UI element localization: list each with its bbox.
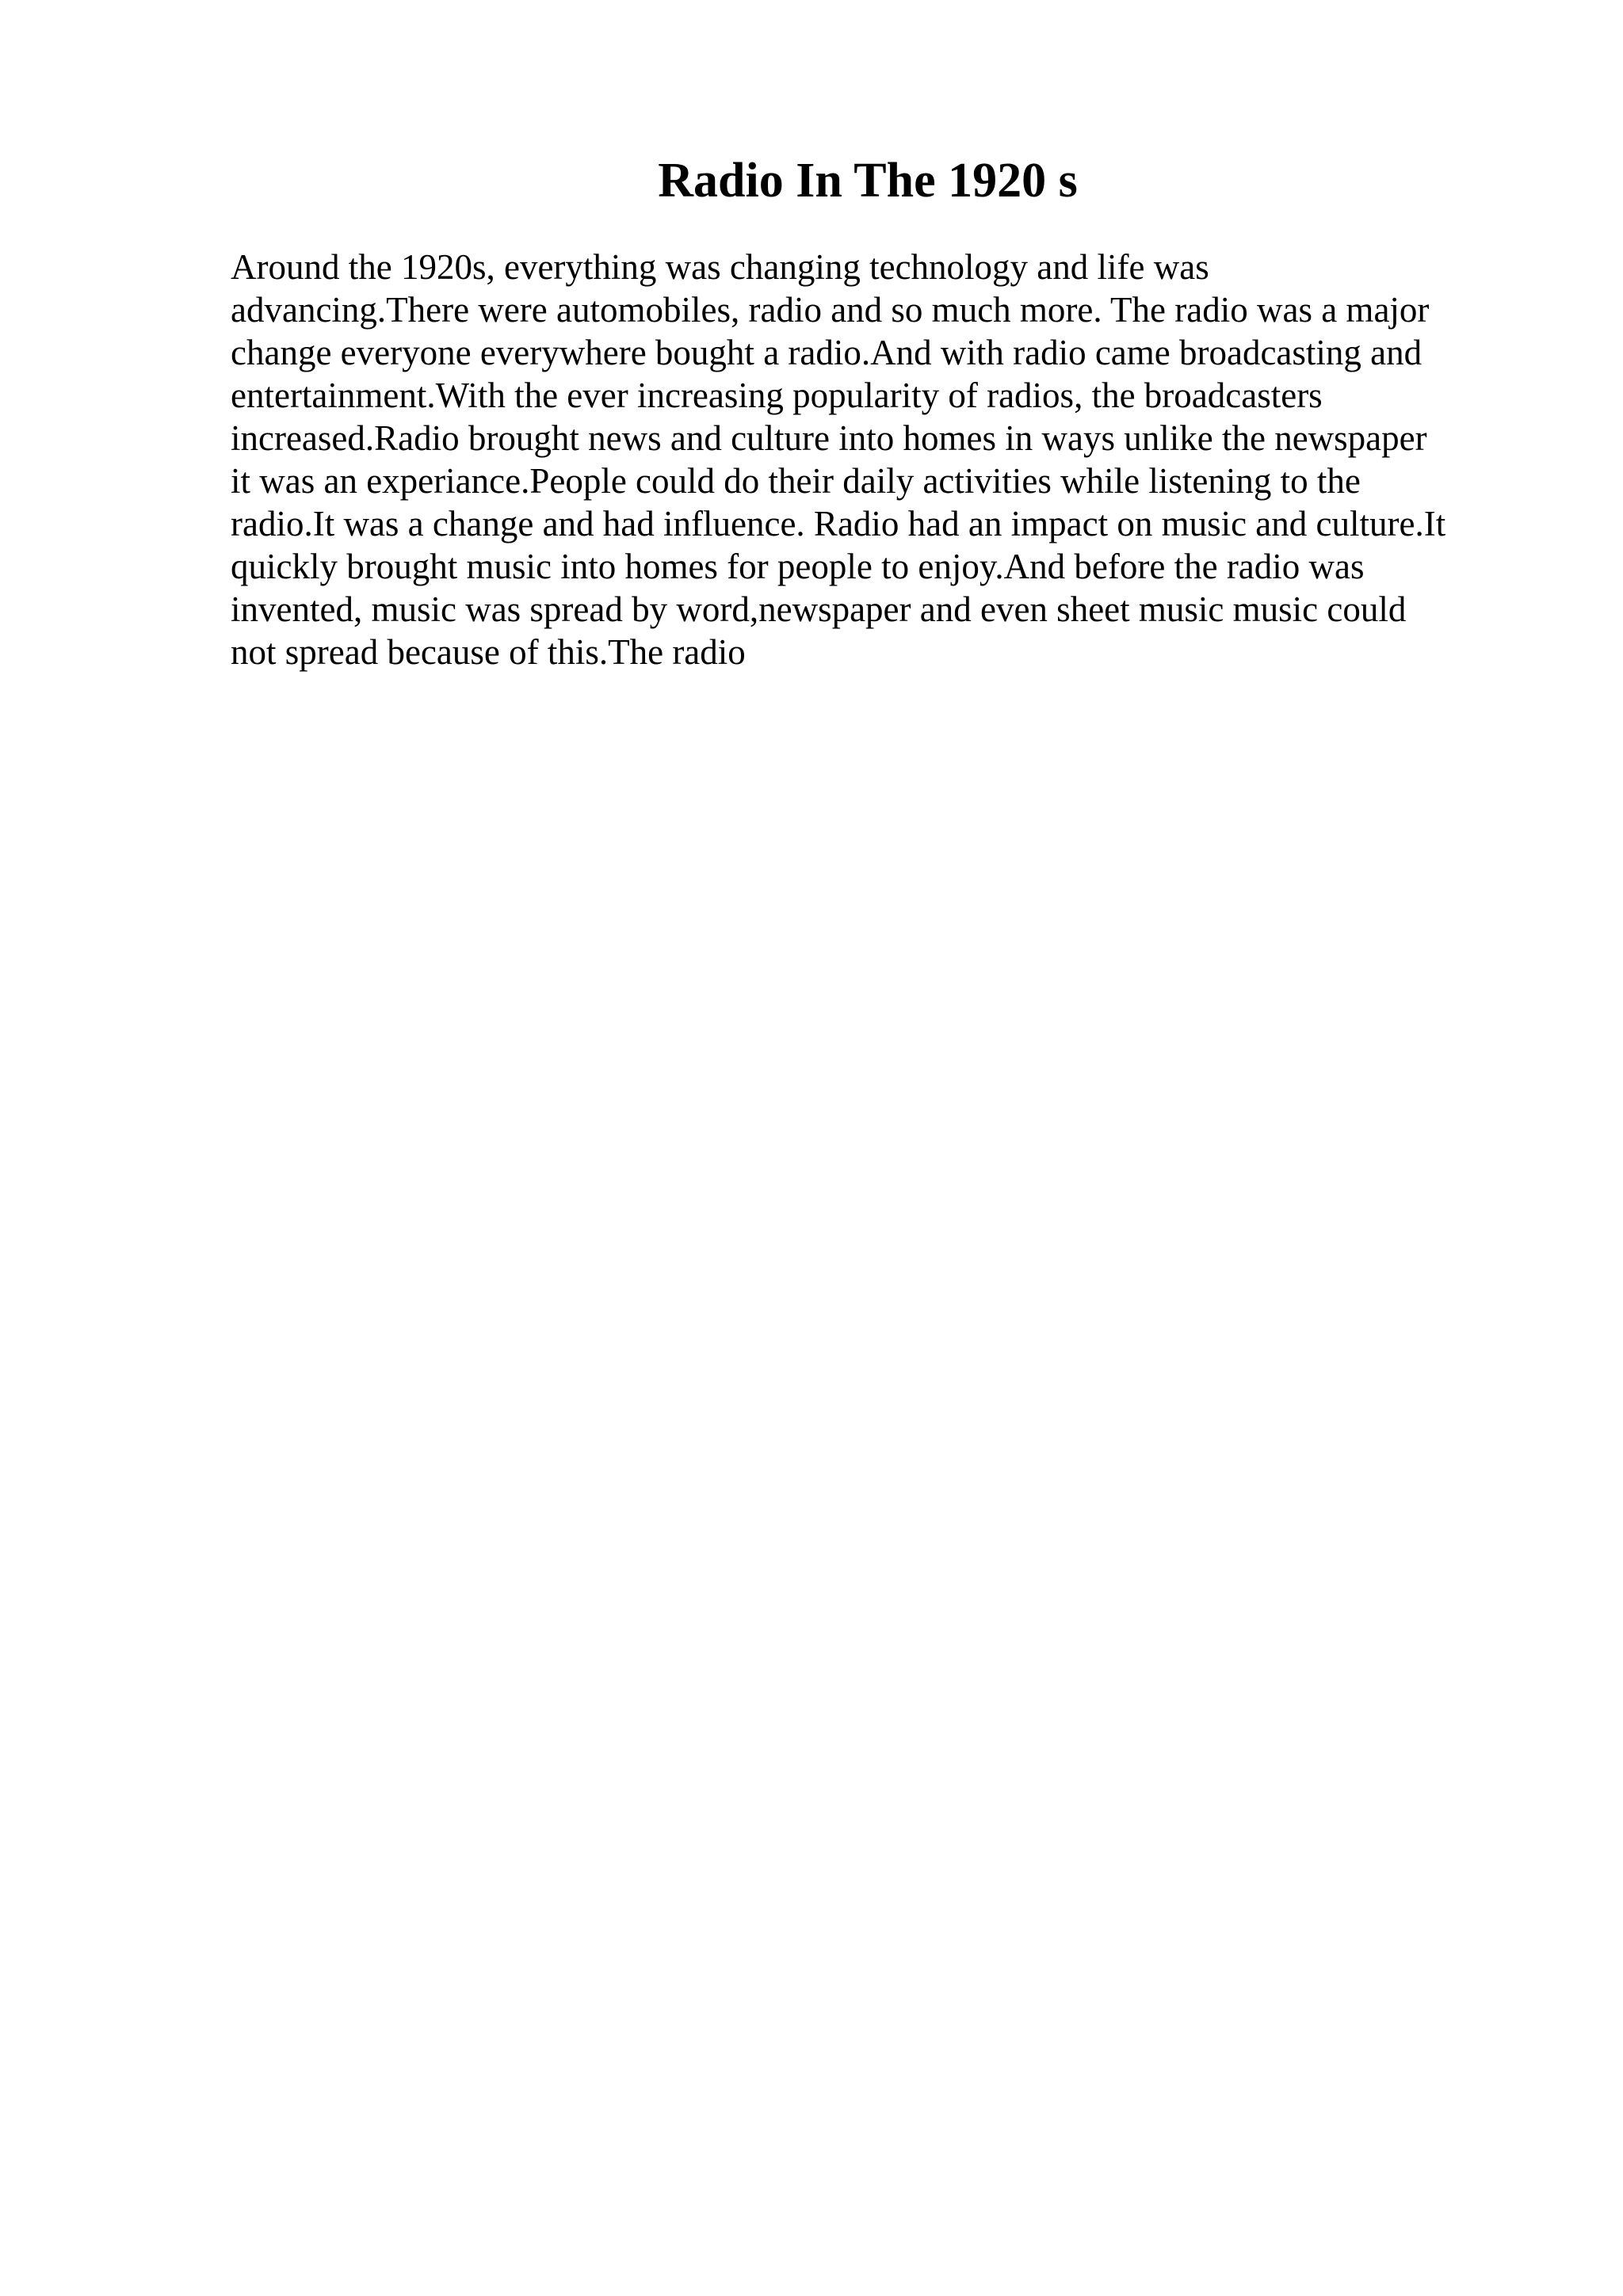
body-line: radio.It was a change and had influence. Radio had an impact on music and culture.It (231, 504, 1446, 543)
body-line: not spread because of this.The radio (231, 632, 746, 672)
body-line: quickly brought music into homes for people to enjoy.And before the radio was (231, 547, 1365, 586)
body-line: invented, music was spread by word,newspaper and even sheet music music could (231, 589, 1407, 629)
body-line: entertainment.With the ever increasing popularity of radios, the broadcasters (231, 376, 1323, 415)
body-line: it was an experiance.People could do their daily activities while listening to the (231, 461, 1361, 501)
body-line: Around the 1920s, everything was changing technology and life was (231, 247, 1209, 287)
document-title: Radio In The 1920 s (658, 154, 1078, 208)
body-line: change everyone everywhere bought a radio.And with radio came broadcasting and (231, 333, 1423, 372)
body-line: increased.Radio brought news and culture into homes in ways unlike the newspaper (231, 418, 1427, 458)
body-line: advancing.There were automobiles, radio and so much more. The radio was a major (231, 290, 1430, 330)
document-body (231, 246, 1530, 673)
